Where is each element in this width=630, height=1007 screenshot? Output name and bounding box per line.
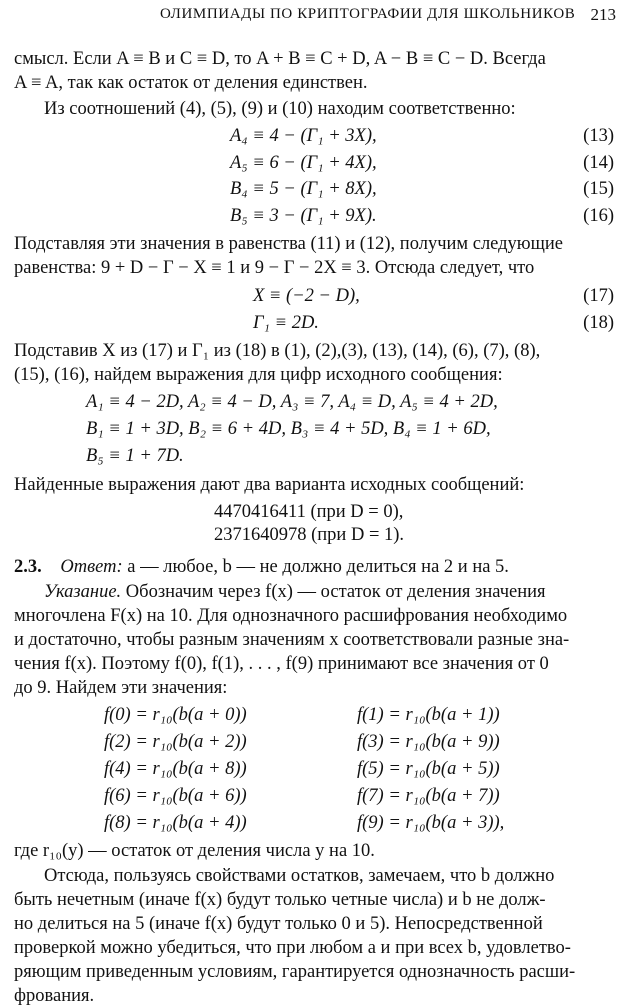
text-line: и достаточно, чтобы разным значениям x соответствовали разные зна- — [14, 630, 570, 650]
text-line: до 9. Найдем эти значения: — [14, 678, 228, 698]
f-value: f(5) = r₁₀(b(a + 5)) — [357, 759, 500, 779]
text-line: многочлена F(x) на 10. Для однозначного расшифрования необходимо — [14, 606, 568, 626]
text-line: Найденные выражения дают два варианта исходных сообщений: — [14, 475, 525, 495]
equation-18: Γ₁ ≡ 2D. — [253, 313, 319, 333]
text-line: фрования. — [14, 986, 95, 1006]
hint-line — [44, 581, 546, 603]
f-value: f(1) = r₁₀(b(a + 1)) — [357, 705, 500, 725]
variant-1: 4470416411 (при D = 0), — [214, 502, 404, 522]
text-line: Подставив X из (17) и Γ₁ из (18) в (1), (2),(3), (13), (14), (6), (7), (8), — [14, 341, 541, 361]
equation-13: A₄ ≡ 4 − (Γ₁ + 3X), — [230, 126, 377, 146]
equation-15: B₄ ≡ 5 − (Γ₁ + 8X), — [230, 179, 377, 199]
answer-line — [14, 556, 509, 578]
digit-expressions: B₅ ≡ 1 + 7D. — [86, 446, 184, 466]
paragraph-start: Из соотношений (4), (5), (9) и (10) находим соответственно: — [44, 99, 516, 119]
text-line: (15), (16), найдем выражения для цифр исходного сообщения: — [14, 365, 503, 385]
text-line: A ≡ A, так как остаток от деления единствен. — [14, 73, 368, 93]
digit-expressions: A₁ ≡ 4 − 2D, A₂ ≡ 4 − D, A₃ ≡ 7, A₄ ≡ D, A₅ ≡ 4 + 2D, — [86, 392, 498, 412]
equation-number: (18) — [583, 313, 614, 333]
equation-17: X ≡ (−2 − D), — [253, 286, 360, 306]
equation-number: (17) — [583, 286, 614, 306]
text-line: где r₁₀(y) — остаток от деления числа y на 10. — [14, 841, 375, 861]
digit-expressions: B₁ ≡ 1 + 3D, B₂ ≡ 6 + 4D, B₃ ≡ 4 + 5D, B₄ ≡ 1 + 6D, — [86, 419, 491, 439]
text-line: но делиться на 5 (иначе f(x) будут только 0 и 5). Непосредственной — [14, 914, 543, 934]
f-value: f(9) = r₁₀(b(a + 3)), — [357, 813, 505, 833]
text-line: ряющим приведенным условиям, гарантируется однозначность расши- — [14, 962, 576, 982]
equation-16: B₅ ≡ 3 − (Γ₁ + 9X). — [230, 206, 377, 226]
equation-number: (15) — [583, 179, 614, 199]
text-line: быть нечетным (иначе f(x) будут только четные числа) и b не долж- — [14, 890, 546, 910]
text-line: смысл. Если A ≡ B и C ≡ D, то A + B ≡ C + D, A − B ≡ C − D. Всегда — [14, 49, 546, 69]
f-value: f(8) = r₁₀(b(a + 4)) — [104, 813, 247, 833]
f-value: f(7) = r₁₀(b(a + 7)) — [357, 786, 500, 806]
paragraph-start: Отсюда, пользуясь свойствами остатков, замечаем, что b должно — [44, 866, 555, 886]
f-value: f(3) = r₁₀(b(a + 9)) — [357, 732, 500, 752]
f-value: f(2) = r₁₀(b(a + 2)) — [104, 732, 247, 752]
equation-number: (14) — [583, 153, 614, 173]
hint-text: Обозначим через f(x) — остаток от деления значения — [121, 582, 546, 602]
equation-14: A₅ ≡ 6 − (Γ₁ + 4X), — [230, 153, 377, 173]
f-value: f(0) = r₁₀(b(a + 0)) — [104, 705, 247, 725]
equation-number: (13) — [583, 126, 614, 146]
text-line: равенства: 9 + D − Γ − X ≡ 1 и 9 − Γ − 2X ≡ 3. Отсюда следует, что — [14, 258, 535, 278]
variant-2: 2371640978 (при D = 1). — [214, 525, 405, 545]
page-number: 213 — [590, 5, 616, 24]
text-line: чения f(x). Поэтому f(0), f(1), . . . , f(9) принимают все значения от 0 — [14, 654, 549, 674]
answer-label: Ответ: — [60, 557, 123, 577]
section-number: 2.3. — [14, 557, 42, 577]
text-line: Подставляя эти значения в равенства (11) и (12), получим следующие — [14, 234, 563, 254]
f-value: f(6) = r₁₀(b(a + 6)) — [104, 786, 247, 806]
answer-text: a — любое, b — не должно делиться на 2 и на 5. — [122, 557, 509, 577]
hint-label: Указание. — [44, 582, 122, 602]
text-line: проверкой можно убедиться, что при любом a и при всех b, удовлетво- — [14, 938, 571, 958]
equation-number: (16) — [583, 206, 614, 226]
page-header — [0, 4, 630, 28]
running-title: ОЛИМПИАДЫ ПО КРИПТОГРАФИИ ДЛЯ ШКОЛЬНИКОВ — [160, 6, 576, 22]
f-value: f(4) = r₁₀(b(a + 8)) — [104, 759, 247, 779]
